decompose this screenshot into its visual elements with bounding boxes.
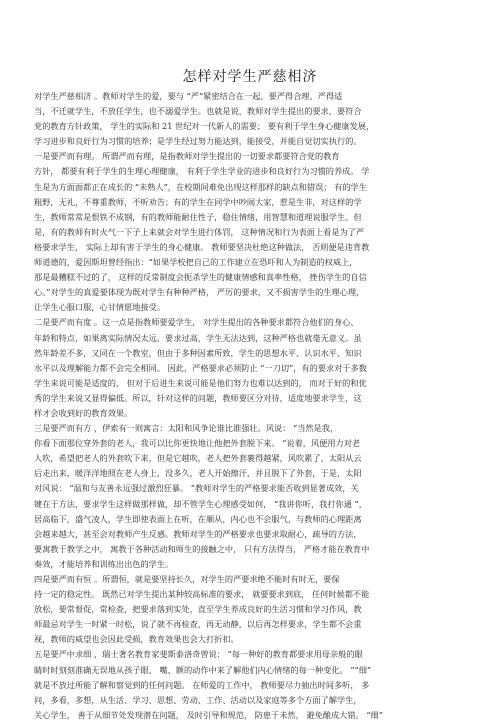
text-line: 持一定的稳定性。 既然已对学生提出某种较高标准的要求， 就要要求到底， 任何时候都不能 bbox=[34, 589, 370, 600]
text-line: 关心学生， 善于从细节处发现潜在问题， 及时引导和规范， 防患于未然， 避免酿成大错。 “细” bbox=[34, 709, 383, 720]
text-line: 让学生心服口服，心甘情愿地接受。 bbox=[34, 302, 166, 313]
text-line: 键在于方法，要求学生这样做那样做，却不管学生心理感受如何， “我讲你听，我打你通 ”， bbox=[34, 498, 367, 509]
text-line: 会越来越大，甚至会对教师产生反感。教师对学生的严格要求也要求取耐心，疏导的方法， bbox=[34, 528, 362, 539]
text-line: 样才会收到好的教育效果。 bbox=[34, 407, 133, 418]
text-line: 放松，要常督促，常检查，把要求落到实处，直至学生养成良好的生活习惯和学习作风，教 bbox=[34, 604, 362, 615]
document-body bbox=[34, 89, 474, 723]
text-line: 你看下面那位穿外套的老人，我可以比你更快地让他把外套脱下来。 ”说着，风便用力对老 bbox=[34, 438, 361, 449]
text-line: 秀的学生来说又显得偏低。所以，针对这样的问题，教师要区分对待，适度地要求学生，这 bbox=[34, 392, 362, 403]
text-line: 问，多看，多想，从生活、学习、思想、劳动、工作、活动以及家庭等多个方面了解学生， bbox=[34, 694, 362, 705]
text-line: 对风说： “温和与友善永远强过激烈狂暴。 ”教师对学生的严格要求能否收到显著成效，关 bbox=[34, 483, 359, 494]
text-line: 师道德的，爱因斯坦曾经指出：“如果学校把自己的工作建立在恐吓和人为制造的权威上， bbox=[34, 257, 358, 268]
text-line: 对学生严慈相济 。教师对学生的爱，要与 “严”紧密结合在一起，要严得合理，严得适 bbox=[34, 91, 343, 101]
text-line: 一是要严而有理。 所谓严而有理，是指教师对学生提出的一切要求都要符合党的教育 bbox=[34, 151, 340, 162]
text-line: 当，不迁就学生，不放任学生，也不溺爱学生。也就是说，教师对学生提出的要求，要符合 bbox=[34, 106, 362, 117]
text-line: 那是最糟糕不过的了， 这样的反常制度会扼杀学生的健康情感和真率性格， 挫伤学生的自信 bbox=[34, 272, 367, 283]
text-line: 师最忌对学生一时紧一时松，说了就不再检查，再无动静，以后再怎样要求，学生都不会重 bbox=[34, 619, 362, 630]
text-line: 视，教师的威望也会因此受损，教育效果也会大打折扣。 bbox=[34, 634, 239, 645]
text-line: 党的教育方针政策， 学生的实际和 21 世纪对一代新人的需要； 要有利于学生身心健康发展， bbox=[34, 121, 375, 132]
text-line: 心。”对学生的真爱要体现为既对学生有种种严格， 严厉的要求，又不损害学生的生理心理， bbox=[34, 287, 365, 298]
text-line: 要寓教于教学之中， 寓教于各种活动和师生的接触之中， 只有方法得当， 严格才能在教育中 bbox=[34, 543, 370, 554]
text-line: 睛时时刻刻准确无误地从孩子眼、 嘴、额的动作中来了解他们内心情绪的每一种变化。 ”“细” bbox=[34, 664, 372, 675]
text-line: 粗野，无礼，不尊重教师，不听劝告；有的学生在同学中吵闹大家，惹是生非，对这样的学 bbox=[34, 196, 362, 207]
text-line: 然年龄差不多，又同在一个教室，但由于多种因素所致，学生的思想水平、认识水平、知识 bbox=[34, 347, 362, 358]
document-title: 怎样对学生严慈相济 bbox=[182, 69, 318, 85]
text-line: 三是要严而有方 ，伊索有一则寓言：太阳和风争论谁比谁强壮。风说： “当然是我， bbox=[34, 423, 339, 434]
text-line: 五是要严中求细 ，瑞士著名教育家斐斯泰洛奇曾说： “每一种好的教育都要求用母亲般的眼 bbox=[34, 649, 363, 660]
text-line: 方针， 都要有利于学生的生理心理健康， 有利于学生学业的进步和良好行为习惯的养成。 学 bbox=[34, 166, 370, 177]
text-line: 年龄和特点，如果离实际情况太远，要求过高，学生无法达到，这种严格也就毫无意义。虽 bbox=[34, 332, 362, 343]
text-line: 人吹，希望把老人的外套吹下来，但是它越吹，老人把外套裹得越紧，风吹累了，太阳从云 bbox=[34, 453, 362, 464]
text-line: 居高临下，盛气凌人，学生即使表面上在听，在顺从，内心也不会服气，与教师的心理距离 bbox=[34, 513, 362, 524]
text-line: 四是要严而有恒 。所谓恒，就是要坚持长久，对学生的严要求绝不能时有时无，要保 bbox=[34, 574, 340, 584]
text-line: 生是为方面面都正在成长的 “未熟人”，在校期间难免出现这样那样的缺点和错误； 有的学生 bbox=[34, 181, 367, 192]
text-line: 后走出来，暖洋洋地照在老人身上，没多久，老人开始擦汗，并且脱下了外套，于是，太阳 bbox=[34, 468, 362, 479]
text-line: 就是不放过所能了解和察觉到的任何问题。 在师爱的工作中， 教师要尽力抽出时间多听， 多 bbox=[34, 679, 370, 690]
text-line: 水平以及理解能力都不会完全相同。 因此，严格要求必须防止 “一刀切”，有的要求对于多数 bbox=[34, 362, 367, 373]
text-line: 奏效，才能培养和训练出出色的学生。 bbox=[34, 558, 174, 569]
text-line: 二是要严而有度 。这一点是指教师要爱学生， 对学生提出的各种要求都符合他们的身心、 bbox=[34, 317, 359, 328]
text-line: 是，有的教师有时火气一下子上来就会对学生进行体罚， 这种情况和行为表面上看是为了严 bbox=[34, 226, 365, 237]
text-line: 生，教师常常是恨铁不成钢，有的教师能耐住性子，稳住情绪，用智慧和道理说服学生。但 bbox=[34, 211, 362, 222]
text-line: 学习进步和良好行为习惯的培养；是学生经过努力能达到，能接受，并能自觉切实执行的。 bbox=[34, 136, 362, 147]
text-line: 学生来说可能是适度的， 但对于后进生来说可能是他们努力也难以达到的， 而对于好的和优 bbox=[34, 377, 367, 388]
text-line: 格要求学生， 实际上却有害于学生的身心健康。 教师要坚决杜绝这种做法， 否则便是违背教 bbox=[34, 241, 370, 252]
